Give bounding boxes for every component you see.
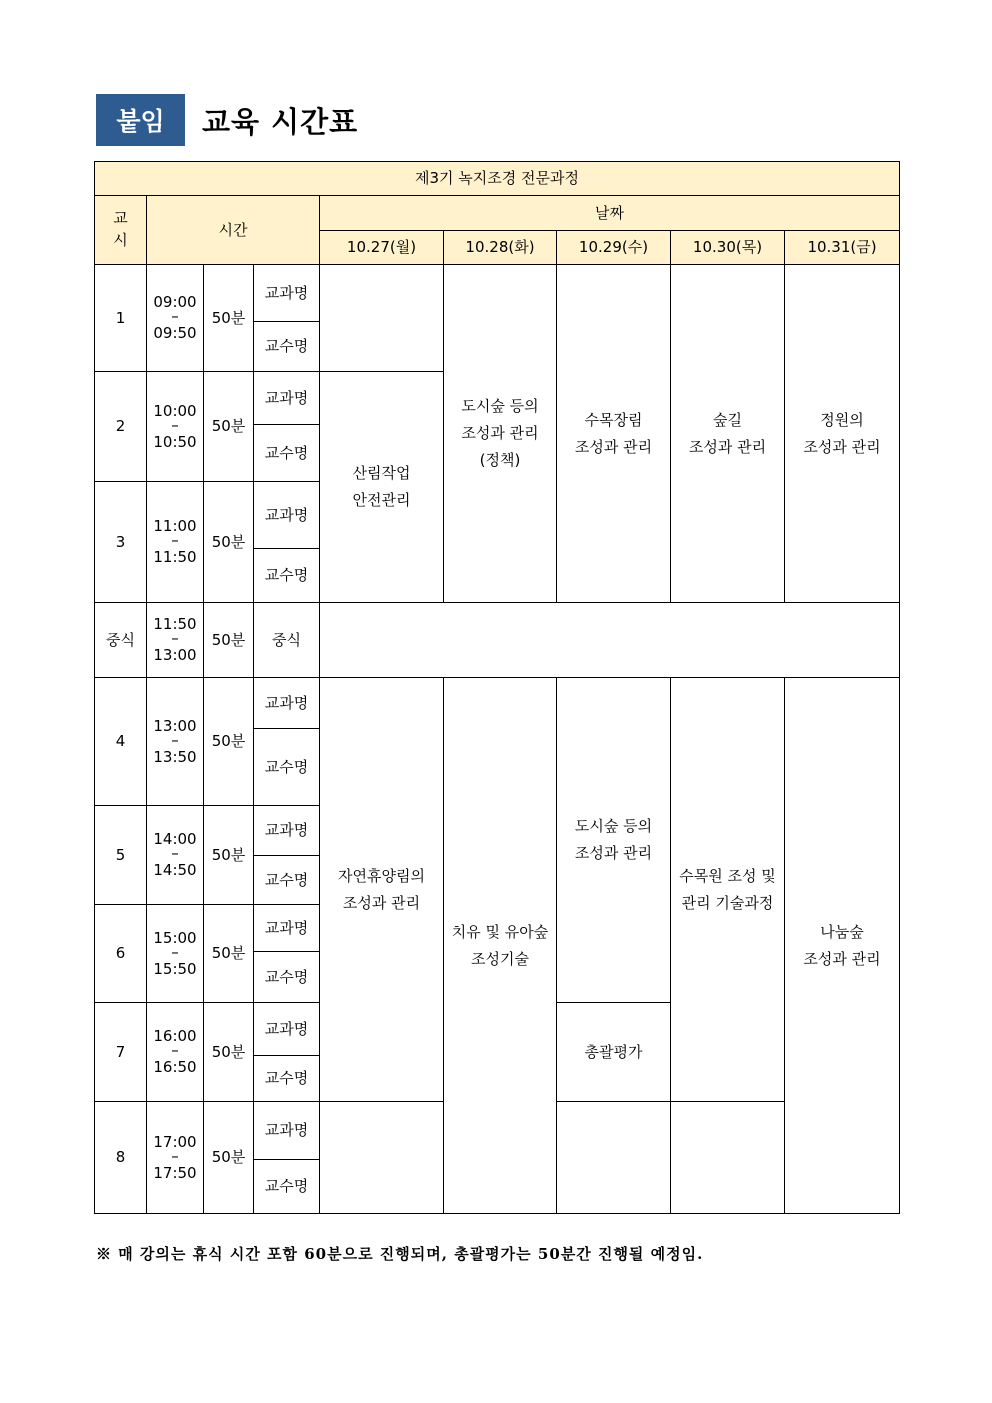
- period-duration: 50분: [204, 482, 254, 603]
- period-duration: 50분: [204, 1003, 254, 1102]
- instructor-label: 교수명: [254, 952, 320, 1003]
- subject-label: 교과명: [254, 905, 320, 952]
- period-duration: 50분: [204, 678, 254, 806]
- attachment-badge: 붙임: [96, 94, 185, 146]
- period-time: 13:00 – 13:50: [147, 678, 204, 806]
- period-time: 15:00 – 15:50: [147, 905, 204, 1003]
- subject-tue-am: 도시숲 등의 조성과 관리 (정책): [444, 265, 557, 603]
- period-duration: 50분: [204, 1102, 254, 1214]
- instructor-label: 교수명: [254, 1056, 320, 1102]
- subject-thu-pm: 수목원 조성 및 관리 기술과정: [671, 678, 785, 1102]
- date-header: 날짜: [320, 196, 900, 231]
- period-number: 5: [95, 806, 147, 905]
- period-duration: 50분: [204, 265, 254, 372]
- program-title: 제3기 녹지조경 전문과정: [95, 162, 900, 196]
- subject-label: 교과명: [254, 482, 320, 549]
- subject-label: 교과명: [254, 806, 320, 856]
- subject-wed-pm: 도시숲 등의 조성과 관리: [557, 678, 671, 1003]
- instructor-label: 교수명: [254, 729, 320, 806]
- subject-thu-am: 숲길 조성과 관리: [671, 265, 785, 603]
- page-title: 교육 시간표: [202, 104, 359, 139]
- subject-label: 교과명: [254, 372, 320, 425]
- empty-cell: [320, 1102, 444, 1214]
- period-number: 6: [95, 905, 147, 1003]
- subject-label: 교과명: [254, 1003, 320, 1056]
- date-thu: 10.30(목): [671, 231, 785, 265]
- time-header: 시간: [147, 196, 320, 265]
- subject-fri-pm: 나눔숲 조성과 관리: [785, 678, 900, 1214]
- footnote: ※ 매 강의는 휴식 시간 포함 60분으로 진행되며, 총괄평가는 50분간 진행될 예정임.: [96, 1245, 704, 1263]
- period-number: 3: [95, 482, 147, 603]
- lunch-time: 11:50 – 13:00: [147, 603, 204, 678]
- period-time: 09:00 – 09:50: [147, 265, 204, 372]
- subject-label: 교과명: [254, 1102, 320, 1160]
- date-mon: 10.27(월): [320, 231, 444, 265]
- period-time: 11:00 – 11:50: [147, 482, 204, 603]
- period-number: 4: [95, 678, 147, 806]
- period-time: 10:00 – 10:50: [147, 372, 204, 482]
- subject-tue-pm: 치유 및 유아숲 조성기술: [444, 678, 557, 1214]
- subject-wed-eval: 총괄평가: [557, 1003, 671, 1102]
- period-time: 14:00 – 14:50: [147, 806, 204, 905]
- period-number: 7: [95, 1003, 147, 1102]
- lunch-content: 중식: [254, 603, 320, 678]
- period-header: 교시: [95, 196, 147, 265]
- instructor-label: 교수명: [254, 425, 320, 482]
- lunch-label: 중식: [95, 603, 147, 678]
- empty-cell: [557, 1102, 671, 1214]
- subject-fri-am: 정원의 조성과 관리: [785, 265, 900, 603]
- period-number: 2: [95, 372, 147, 482]
- instructor-label: 교수명: [254, 549, 320, 603]
- subject-mon-am: 산림작업 안전관리: [320, 372, 444, 603]
- period-number: 1: [95, 265, 147, 372]
- period-number: 8: [95, 1102, 147, 1214]
- period-time: 16:00 – 16:50: [147, 1003, 204, 1102]
- subject-wed-am: 수목장림 조성과 관리: [557, 265, 671, 603]
- lunch-empty: [320, 603, 900, 678]
- schedule-table: [94, 161, 900, 1214]
- instructor-label: 교수명: [254, 856, 320, 905]
- period-duration: 50분: [204, 806, 254, 905]
- empty-cell: [671, 1102, 785, 1214]
- subject-mon-pm: 자연휴양림의 조성과 관리: [320, 678, 444, 1102]
- instructor-label: 교수명: [254, 322, 320, 372]
- subject-label: 교과명: [254, 678, 320, 729]
- lunch-duration: 50분: [204, 603, 254, 678]
- instructor-label: 교수명: [254, 1160, 320, 1214]
- period-time: 17:00 – 17:50: [147, 1102, 204, 1214]
- subject-label: 교과명: [254, 265, 320, 322]
- empty-cell: [320, 265, 444, 372]
- date-tue: 10.28(화): [444, 231, 557, 265]
- period-duration: 50분: [204, 372, 254, 482]
- date-wed: 10.29(수): [557, 231, 671, 265]
- period-duration: 50분: [204, 905, 254, 1003]
- date-fri: 10.31(금): [785, 231, 900, 265]
